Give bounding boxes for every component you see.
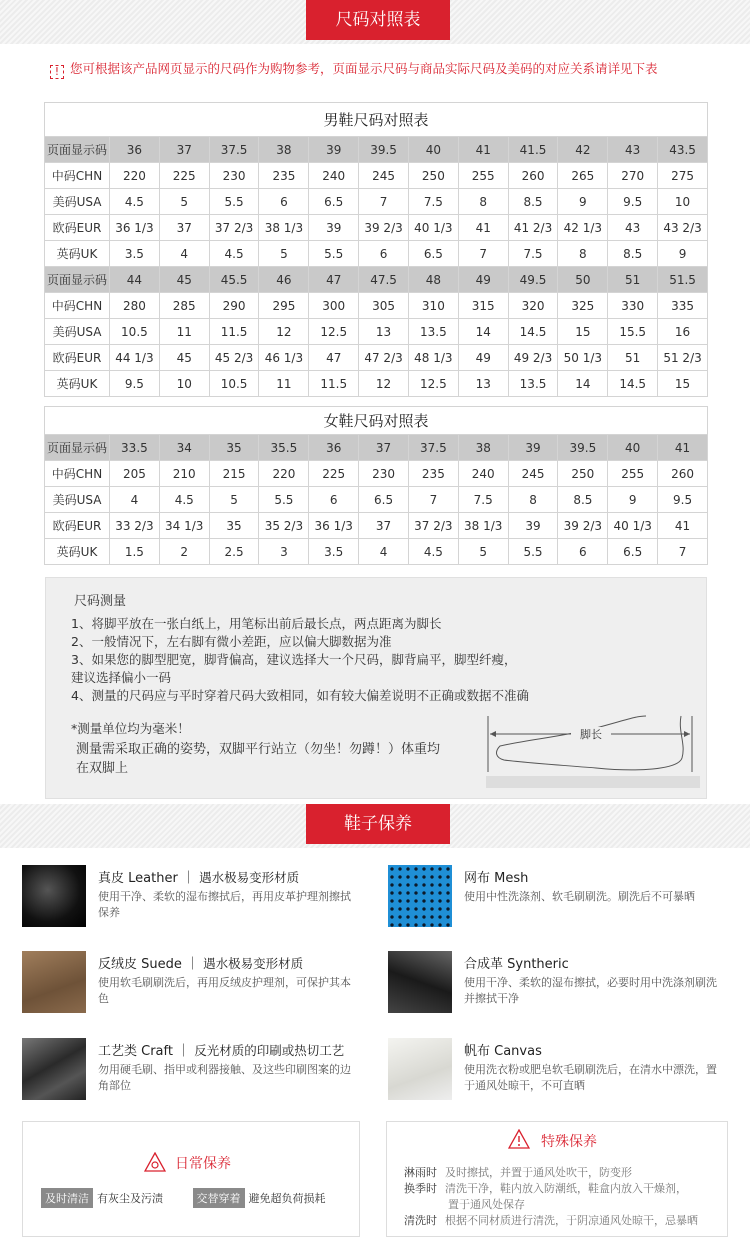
measure-note: 测量需采取正确的姿势，双脚平行站立（勿坐！勿蹲！）体重均: [76, 742, 441, 757]
size-cell: 14.5: [508, 319, 558, 345]
size-row: [45, 163, 708, 189]
material-sub: 反光材质的印刷或热切工艺: [194, 1043, 345, 1058]
special-key: 换季时: [404, 1182, 437, 1195]
size-cell: 315: [458, 293, 508, 319]
size-cell: 41: [658, 513, 708, 539]
size-row: [45, 189, 708, 215]
size-cell: 35 2/3: [259, 513, 309, 539]
size-cell: 50 1/3: [558, 345, 608, 371]
size-cell: 45.5: [209, 267, 259, 293]
size-cell: 51: [608, 345, 658, 371]
size-cell: 260: [658, 461, 708, 487]
size-cell: 38 1/3: [458, 513, 508, 539]
size-chart-banner: [0, 0, 750, 44]
measure-title: 尺码测量: [74, 594, 127, 609]
size-cell: 7: [658, 539, 708, 565]
size-cell: 36 1/3: [110, 215, 160, 241]
size-cell: 46: [259, 267, 309, 293]
size-cell: 4: [110, 487, 160, 513]
size-row-label: 欧码EUR: [45, 215, 110, 241]
size-cell: 41 2/3: [508, 215, 558, 241]
size-row: [45, 487, 708, 513]
size-row: [45, 345, 708, 371]
size-cell: 12.5: [309, 319, 359, 345]
size-cell: 43: [608, 137, 658, 163]
size-cell: 8.5: [508, 189, 558, 215]
size-cell: 43: [608, 215, 658, 241]
size-cell: 36: [309, 435, 359, 461]
size-cell: 240: [309, 163, 359, 189]
size-row: [45, 371, 708, 397]
size-cell: 41: [458, 215, 508, 241]
size-cell: 37 2/3: [209, 215, 259, 241]
size-cell: 39 2/3: [359, 215, 409, 241]
size-cell: 43 2/3: [658, 215, 708, 241]
material-craft: 工艺类 Craft ｜ 反光材质的印刷或热切工艺 勿用硬毛刷、指甲或利器接触、及这些印刷图案的边角部位: [22, 1038, 342, 1108]
size-cell: 245: [359, 163, 409, 189]
size-row-label: 美码USA: [45, 319, 110, 345]
size-cell: 5: [209, 487, 259, 513]
size-cell: 40 1/3: [408, 215, 458, 241]
size-row-label: 中码CHN: [45, 163, 110, 189]
size-cell: 14.5: [608, 371, 658, 397]
size-cell: 8: [508, 487, 558, 513]
size-cell: 47: [309, 345, 359, 371]
size-row: [45, 513, 708, 539]
women-table-caption: 女鞋尺码对照表: [45, 407, 708, 435]
size-cell: 47: [309, 267, 359, 293]
size-cell: 41.5: [508, 137, 558, 163]
size-cell: 4.5: [209, 241, 259, 267]
size-row-label: 英码UK: [45, 371, 110, 397]
size-row: [45, 435, 708, 461]
size-row-label: 英码UK: [45, 241, 110, 267]
daily-text: 避免超负荷损耗: [248, 1192, 326, 1205]
size-cell: 34 1/3: [159, 513, 209, 539]
size-cell: 45: [159, 267, 209, 293]
special-value: 清洗干净，鞋内放入防潮纸，鞋盒内放入干燥剂，: [445, 1182, 687, 1195]
size-cell: 230: [359, 461, 409, 487]
size-row-label: 中码CHN: [45, 461, 110, 487]
size-cell: 13: [458, 371, 508, 397]
size-cell: 9: [608, 487, 658, 513]
size-cell: 310: [408, 293, 458, 319]
size-row: [45, 215, 708, 241]
care-title: 鞋子保养: [306, 804, 450, 844]
size-notice: [50, 59, 658, 79]
size-row: [45, 241, 708, 267]
daily-text: 有灰尘及污渍: [97, 1192, 163, 1205]
size-cell: 7.5: [408, 189, 458, 215]
size-cell: 4.5: [159, 487, 209, 513]
size-cell: 245: [508, 461, 558, 487]
size-cell: 7.5: [458, 487, 508, 513]
size-cell: 305: [359, 293, 409, 319]
size-cell: 15: [658, 371, 708, 397]
size-cell: 37: [359, 435, 409, 461]
size-cell: 9: [658, 241, 708, 267]
size-cell: 37.5: [408, 435, 458, 461]
size-cell: 10.5: [209, 371, 259, 397]
size-cell: 13.5: [508, 371, 558, 397]
size-cell: 8.5: [558, 487, 608, 513]
size-cell: 8: [558, 241, 608, 267]
size-cell: 37.5: [209, 137, 259, 163]
size-cell: 3: [259, 539, 309, 565]
size-cell: 41: [658, 435, 708, 461]
size-cell: 2: [159, 539, 209, 565]
size-cell: 12: [259, 319, 309, 345]
size-cell: 265: [558, 163, 608, 189]
size-cell: 5.5: [259, 487, 309, 513]
size-cell: 5: [259, 241, 309, 267]
size-cell: 6: [558, 539, 608, 565]
size-cell: 39: [508, 513, 558, 539]
size-cell: 50: [558, 267, 608, 293]
size-cell: 275: [658, 163, 708, 189]
size-cell: 34: [159, 435, 209, 461]
size-cell: 9.5: [110, 371, 160, 397]
men-size-table: [44, 102, 708, 397]
material-name: 工艺类 Craft: [98, 1044, 173, 1059]
measure-note: *测量单位均为毫米！: [71, 721, 190, 736]
size-cell: 225: [159, 163, 209, 189]
special-care-title: 特殊保养: [541, 1134, 597, 1150]
material-name: 合成革 Syntheric: [464, 957, 569, 972]
size-cell: 39.5: [359, 137, 409, 163]
size-cell: 49: [458, 345, 508, 371]
special-item: [404, 1212, 698, 1228]
size-cell: 45 2/3: [209, 345, 259, 371]
size-cell: 220: [110, 163, 160, 189]
foot-length-label: 脚长: [580, 728, 602, 741]
size-cell: 45: [159, 345, 209, 371]
size-cell: 38: [458, 435, 508, 461]
canvas-swatch: [388, 1038, 452, 1100]
size-cell: 15: [558, 319, 608, 345]
size-cell: 49: [458, 267, 508, 293]
foot-length-diagram: [486, 712, 706, 796]
measure-line: 3、如果您的脚型肥宽，脚背偏高，建议选择大一个尺码，脚背扁平，脚型纤瘦，: [71, 652, 517, 667]
notice-text: 您可根据该产品网页显示的尺码作为购物参考，页面显示尺码与商品实际尺码及美码的对应关系请详见下表: [70, 61, 658, 76]
size-chart-title: 尺码对照表: [306, 0, 450, 40]
special-value: 根据不同材质进行清洗，于阴凉通风处晾干，忌暴晒: [445, 1214, 698, 1227]
craft-swatch: [22, 1038, 86, 1100]
size-row: [45, 319, 708, 345]
size-cell: 270: [608, 163, 658, 189]
size-cell: 320: [508, 293, 558, 319]
size-cell: 16: [658, 319, 708, 345]
size-cell: 4.5: [110, 189, 160, 215]
size-cell: 6.5: [408, 241, 458, 267]
size-cell: 38 1/3: [259, 215, 309, 241]
size-cell: 51 2/3: [658, 345, 708, 371]
size-row-label: 欧码EUR: [45, 513, 110, 539]
size-cell: 3.5: [309, 539, 359, 565]
size-row-label: 中码CHN: [45, 293, 110, 319]
special-value: 及时擦拭，并置于通风处吹干，防变形: [445, 1166, 632, 1179]
size-row-label: 页面显示码: [45, 267, 110, 293]
warning-icon: [508, 1129, 530, 1149]
size-cell: 48: [408, 267, 458, 293]
size-cell: 5: [159, 189, 209, 215]
size-cell: 9.5: [658, 487, 708, 513]
size-cell: 235: [408, 461, 458, 487]
size-cell: 10.5: [110, 319, 160, 345]
size-cell: 35: [209, 513, 259, 539]
size-cell: 11: [259, 371, 309, 397]
material-desc: 使用洗衣粉或肥皂软毛刷刷洗后，在清水中漂洗，置于通风处晾干，不可直晒: [464, 1063, 717, 1092]
size-cell: 3.5: [110, 241, 160, 267]
size-cell: 4: [359, 539, 409, 565]
suede-swatch: [22, 951, 86, 1013]
size-cell: 10: [159, 371, 209, 397]
material-name: 网布 Mesh: [464, 871, 529, 886]
size-cell: 6.5: [359, 487, 409, 513]
size-row: [45, 539, 708, 565]
warning-icon: [144, 1152, 166, 1172]
material-name: 反绒皮 Suede: [98, 957, 182, 972]
size-cell: 46 1/3: [259, 345, 309, 371]
material-desc: 使用中性洗涤剂、软毛刷刷洗。刷洗后不可暴晒: [464, 890, 695, 903]
material-canvas: [388, 1038, 717, 1108]
special-item: [404, 1164, 632, 1180]
size-cell: 15.5: [608, 319, 658, 345]
material-suede: 反绒皮 Suede ｜ 遇水极易变形材质 使用软毛刷刷洗后，再用反绒皮护理剂，可保护其本色: [22, 951, 342, 1021]
size-cell: 36 1/3: [309, 513, 359, 539]
special-key: 清洗时: [404, 1214, 437, 1227]
size-cell: 5.5: [209, 189, 259, 215]
size-cell: 325: [558, 293, 608, 319]
size-cell: 2.5: [209, 539, 259, 565]
size-cell: 39 2/3: [558, 513, 608, 539]
material-sub: 遇水极易变形材质: [203, 956, 304, 971]
measure-line: 4、测量的尺码应与平时穿着尺码大致相同，如有较大偏差说明不正确或数据不准确: [71, 688, 529, 703]
size-cell: 250: [558, 461, 608, 487]
size-cell: 8: [458, 189, 508, 215]
size-cell: 35: [209, 435, 259, 461]
size-cell: 42 1/3: [558, 215, 608, 241]
size-cell: 1.5: [110, 539, 160, 565]
size-cell: 255: [608, 461, 658, 487]
special-value: 置于通风处保存: [448, 1198, 525, 1211]
size-cell: 9: [558, 189, 608, 215]
size-cell: 235: [259, 163, 309, 189]
size-cell: 5: [458, 539, 508, 565]
material-sub: 遇水极易变形材质: [199, 870, 300, 885]
exclamation-icon: !: [50, 65, 64, 79]
measure-line: 1、将脚平放在一张白纸上，用笔标出前后最长点，两点距离为脚长: [71, 616, 442, 631]
daily-care-box: [22, 1121, 360, 1237]
size-cell: 51.5: [658, 267, 708, 293]
size-row: [45, 137, 708, 163]
size-cell: 33.5: [110, 435, 160, 461]
size-cell: 36: [110, 137, 160, 163]
size-cell: 42: [558, 137, 608, 163]
material-mesh: [388, 865, 708, 935]
size-cell: 5.5: [508, 539, 558, 565]
size-cell: 7: [458, 241, 508, 267]
size-cell: 215: [209, 461, 259, 487]
size-cell: 37: [359, 513, 409, 539]
size-cell: 6.5: [309, 189, 359, 215]
material-desc: 勿用硬毛刷、指甲或利器接触、及这些印刷图案的边角部位: [98, 1063, 351, 1092]
material-desc: 使用软毛刷刷洗后，再用反绒皮护理剂，可保护其本色: [98, 976, 351, 1005]
size-cell: 44: [110, 267, 160, 293]
material-leather: 真皮 Leather ｜ 遇水极易变形材质 使用干净、柔软的湿布擦拭后，再用皮革护理剂擦拭保养: [22, 865, 342, 935]
size-cell: 39: [309, 137, 359, 163]
size-cell: 48 1/3: [408, 345, 458, 371]
size-cell: 39.5: [558, 435, 608, 461]
size-cell: 6.5: [608, 539, 658, 565]
size-cell: 280: [110, 293, 160, 319]
size-cell: 40: [608, 435, 658, 461]
size-cell: 255: [458, 163, 508, 189]
size-cell: 14: [558, 371, 608, 397]
size-row-label: 英码UK: [45, 539, 110, 565]
size-row-label: 页面显示码: [45, 137, 110, 163]
men-table-caption: 男鞋尺码对照表: [45, 103, 708, 137]
daily-tag: 交替穿着: [193, 1188, 245, 1208]
size-cell: 8.5: [608, 241, 658, 267]
size-row-label: 美码USA: [45, 487, 110, 513]
size-cell: 6: [259, 189, 309, 215]
size-cell: 35.5: [259, 435, 309, 461]
size-cell: 11.5: [309, 371, 359, 397]
size-row: [45, 293, 708, 319]
mesh-swatch: [388, 865, 452, 927]
size-cell: 13.5: [408, 319, 458, 345]
size-cell: 47.5: [359, 267, 409, 293]
material-desc: 使用干净、柔软的湿布擦拭后，再用皮革护理剂擦拭保养: [98, 890, 351, 919]
size-cell: 41: [458, 137, 508, 163]
size-row: [45, 461, 708, 487]
size-cell: 6: [359, 241, 409, 267]
size-cell: 47 2/3: [359, 345, 409, 371]
material-desc: 使用干净、柔软的湿布擦拭，必要时用中洗涤剂刷洗并擦拭干净: [464, 976, 717, 1005]
special-care-box: [386, 1121, 728, 1237]
size-cell: 230: [209, 163, 259, 189]
size-cell: 290: [209, 293, 259, 319]
size-cell: 5.5: [309, 241, 359, 267]
size-row: [45, 267, 708, 293]
special-item: [448, 1196, 525, 1212]
special-item: [404, 1180, 687, 1196]
size-cell: 14: [458, 319, 508, 345]
size-cell: 11.5: [209, 319, 259, 345]
size-cell: 225: [309, 461, 359, 487]
size-cell: 285: [159, 293, 209, 319]
size-cell: 9.5: [608, 189, 658, 215]
size-cell: 37: [159, 215, 209, 241]
leather-swatch: [22, 865, 86, 927]
size-cell: 38: [259, 137, 309, 163]
size-cell: 7: [408, 487, 458, 513]
size-cell: 210: [159, 461, 209, 487]
size-cell: 295: [259, 293, 309, 319]
material-name: 帆布 Canvas: [464, 1044, 542, 1059]
size-cell: 330: [608, 293, 658, 319]
size-cell: 4: [159, 241, 209, 267]
special-key: 淋雨时: [404, 1166, 437, 1179]
size-cell: 49.5: [508, 267, 558, 293]
material-name: 真皮 Leather: [98, 871, 178, 886]
size-cell: 260: [508, 163, 558, 189]
women-size-table: [44, 406, 708, 565]
size-cell: 240: [458, 461, 508, 487]
size-cell: 39: [508, 435, 558, 461]
size-cell: 33 2/3: [110, 513, 160, 539]
size-cell: 44 1/3: [110, 345, 160, 371]
measure-line: 2、一般情况下，左右脚有微小差距，应以偏大脚数据为准: [71, 634, 392, 649]
size-cell: 40: [408, 137, 458, 163]
size-row-label: 美码USA: [45, 189, 110, 215]
size-cell: 40 1/3: [608, 513, 658, 539]
size-cell: 51: [608, 267, 658, 293]
size-cell: 43.5: [658, 137, 708, 163]
material-synthetic: [388, 951, 717, 1021]
size-cell: 335: [658, 293, 708, 319]
size-row-label: 页面显示码: [45, 435, 110, 461]
size-cell: 300: [309, 293, 359, 319]
size-cell: 205: [110, 461, 160, 487]
size-cell: 7.5: [508, 241, 558, 267]
size-cell: 4.5: [408, 539, 458, 565]
size-cell: 220: [259, 461, 309, 487]
size-cell: 37 2/3: [408, 513, 458, 539]
size-cell: 10: [658, 189, 708, 215]
size-cell: 250: [408, 163, 458, 189]
size-cell: 6: [309, 487, 359, 513]
size-cell: 49 2/3: [508, 345, 558, 371]
synthetic-swatch: [388, 951, 452, 1013]
size-cell: 39: [309, 215, 359, 241]
size-cell: 7: [359, 189, 409, 215]
size-cell: 12.5: [408, 371, 458, 397]
care-banner: [0, 804, 750, 848]
measure-note: 在双脚上: [76, 761, 129, 776]
daily-tag: 及时清洁: [41, 1188, 93, 1208]
size-cell: 11: [159, 319, 209, 345]
size-cell: 13: [359, 319, 409, 345]
measure-line: 建议选择偏小一码: [71, 670, 172, 685]
size-cell: 37: [159, 137, 209, 163]
size-cell: 12: [359, 371, 409, 397]
size-row-label: 欧码EUR: [45, 345, 110, 371]
daily-care-title: 日常保养: [175, 1156, 231, 1172]
